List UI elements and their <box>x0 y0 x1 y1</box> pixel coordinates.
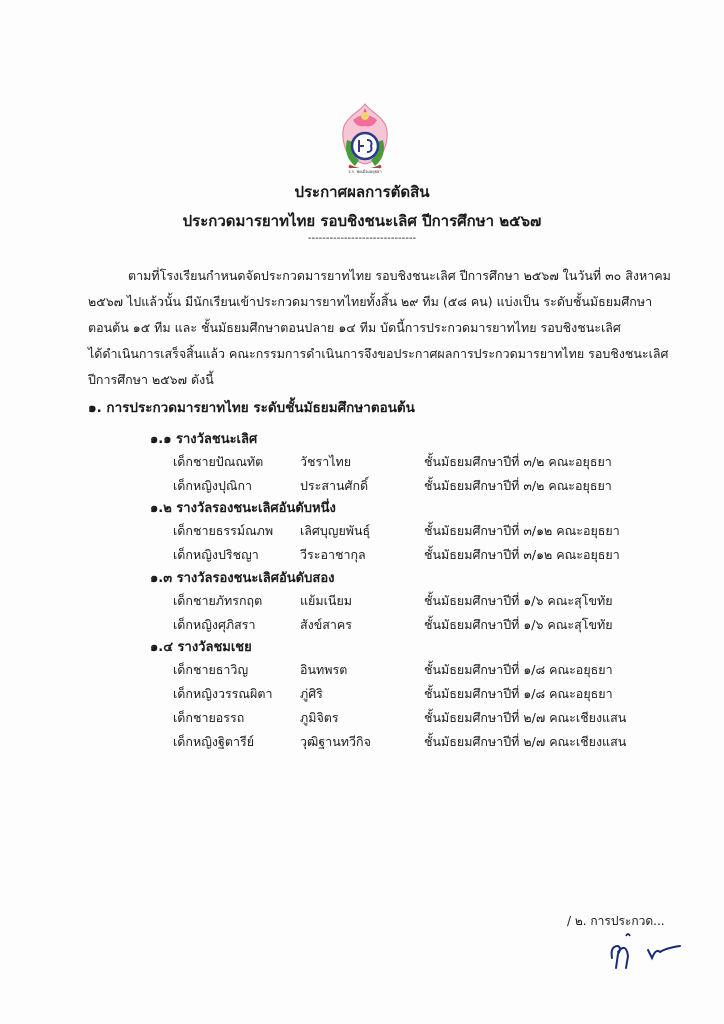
award-title: ๑.๒ รางวัลรองชนะเลิศอันดับหนึ่ง <box>150 501 336 516</box>
winner-class: ชั้นมัธยมศึกษาปีที่ ๓/๑๒ คณะอยุธยา <box>424 547 620 562</box>
winner-surname: สังข์สาคร <box>300 617 353 632</box>
school-emblem-icon <box>333 100 397 180</box>
section-heading: ๑. การประกวดมารยาทไทย ระดับชั้นมัธยมศึกษาตอนต้น <box>88 400 415 416</box>
winner-name: เด็กชายอรรถ <box>173 710 245 725</box>
document-subtitle: ประกวดมารยาทไทย รอบชิงชนะเลิศ ปีการศึกษา ๒๕๖๗ <box>182 212 542 230</box>
winner-class: ชั้นมัธยมศึกษาปีที่ ๒/๗ คณะเชียงแสน <box>424 734 627 749</box>
winner-class: ชั้นมัธยมศึกษาปีที่ ๓/๒ คณะอยุธยา <box>424 478 612 493</box>
winner-name: เด็กชายภัทรกฤต <box>173 593 263 608</box>
winner-name: เด็กหญิงฐิตารีย์ <box>173 734 255 749</box>
intro-line-1: ตามที่โรงเรียนกำหนดจัดประกวดมารยาทไทย รอบชิงชนะเลิศ ปีการศึกษา ๒๕๖๗ ในวันที่ ๓๐ สิงหาคม <box>128 268 671 283</box>
winner-name: เด็กหญิงศุภิสรา <box>173 617 256 632</box>
intro-line-2: ๒๕๖๗ ไปแล้วนั้น มีนักเรียนเข้าประกวดมารยาทไทยทั้งสิ้น ๒๙ ทีม (๕๘ คน) แบ่งเป็น ระดับชั้นมัธยมศึกษา <box>88 294 653 309</box>
winner-name: เด็กชายปัณณทัต <box>173 454 264 469</box>
title-separator: ------------------------------ <box>307 233 417 244</box>
winner-class: ชั้นมัธยมศึกษาปีที่ ๑/๘ คณะอยุธยา <box>424 686 613 701</box>
award-title: ๑.๓ รางวัลรองชนะเลิศอันดับสอง <box>150 571 335 586</box>
winner-surname: แย้มเนียม <box>300 593 353 608</box>
winner-class: ชั้นมัธยมศึกษาปีที่ ๓/๒ คณะอยุธยา <box>424 454 612 469</box>
winner-name: เด็กหญิงปุณิกา <box>173 478 253 493</box>
winner-class: ชั้นมัธยมศึกษาปีที่ ๑/๘ คณะอยุธยา <box>424 662 613 677</box>
handwritten-signature-icon <box>604 928 684 978</box>
winner-surname: วีระอาชากุล <box>300 547 366 562</box>
continued-note: / ๒. การประกวด... <box>567 914 665 928</box>
award-title: ๑.๔ รางวัลชมเชย <box>150 640 252 655</box>
winner-class: ชั้นมัธยมศึกษาปีที่ ๓/๑๒ คณะอยุธยา <box>424 523 620 538</box>
intro-line-3: ตอนต้น ๑๕ ทีม และ ชั้นมัธยมศึกษาตอนปลาย ๑๔ ทีม บัดนี้การประกวดมารยาทไทย รอบชิงชนะเลิศ <box>88 320 621 335</box>
winner-name: เด็กหญิงวรรณผิตา <box>173 686 273 701</box>
winner-class: ชั้นมัธยมศึกษาปีที่ ๑/๖ คณะสุโขทัย <box>424 617 613 632</box>
winner-surname: อินทพรต <box>300 662 348 677</box>
winner-surname: วัชราไทย <box>300 454 352 469</box>
winner-name: เด็กหญิงปริชญา <box>173 547 259 562</box>
winner-surname: ภูมิจิตร <box>300 710 339 725</box>
intro-line-5: ปีการศึกษา ๒๕๖๗ ดังนี้ <box>88 372 214 387</box>
winner-class: ชั้นมัธยมศึกษาปีที่ ๑/๖ คณะสุโขทัย <box>424 593 613 608</box>
document-title: ประกาศผลการตัดสิน <box>294 183 430 201</box>
winner-name: เด็กชายธรรม์ณภพ <box>173 523 274 538</box>
award-title: ๑.๑ รางวัลชนะเลิศ <box>150 432 258 447</box>
winner-surname: ประสานศักดิ์ <box>300 478 369 493</box>
winner-surname: เลิศบุญยพันธุ์ <box>300 523 371 538</box>
winner-surname: วุฒิฐานทวีกิจ <box>300 734 371 749</box>
intro-line-4: ได้ดำเนินการเสร็จสิ้นแล้ว คณะกรรมการดำเนินการจึงขอประกาศผลการประกวดมารยาทไทย รอบชิงชนะเลิศ <box>88 346 669 361</box>
logo-text: ร.ร. พ่อเมืองอยุธยา <box>348 169 382 174</box>
winner-name: เด็กชายธาวิญ <box>173 662 249 677</box>
winner-class: ชั้นมัธยมศึกษาปีที่ ๒/๗ คณะเชียงแสน <box>424 710 627 725</box>
winner-surname: ภู่ศิริ <box>300 686 323 701</box>
